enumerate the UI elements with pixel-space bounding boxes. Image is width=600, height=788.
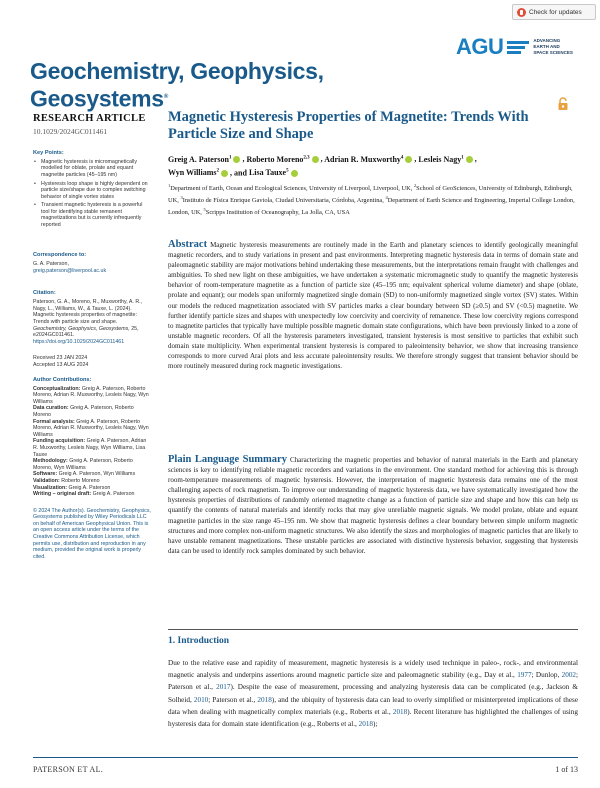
- reference-link[interactable]: 2017: [216, 683, 231, 692]
- reference-link[interactable]: 2018: [358, 720, 373, 729]
- orcid-icon[interactable]: [291, 170, 298, 177]
- footer-authors: PATERSON ET AL.: [33, 765, 104, 774]
- check-updates-label: Check for updates: [529, 8, 582, 16]
- pls-body: Characterizing the magnetic properties and behavior of natural materials in the Earth and planetary sciences is key to identifying reliable magnetic recorders and variations in the environment. One standard method for achieving this is through room-temperature measurements of magnetic hysteresis. However, the interpretation of magnetic hysteresis data remains one of the most challenging aspects of rock magnetism. To improve our understanding of magnetic hysteresis data, we have systematically investigated how the hysteresis properties of distributions of randomly oriented magnetite change as a function of particle size and shape and how this can help us quantify the contents of natural materials and identify rocks that may give unreliable magnetic signals. We model prolate, oblate and equant magnetite particles in the size range 45–195 nm. We show that magnetic hysteresis defines a clear boundary between simple uniform magnetic structures and more complex non-uniform magnetic structures. We also identify the sizes and morphologies of magnetic particles that are likely to have unstable remanent magnetizations. These unstable particles are associated with distinctive hysteresis behavior, suggesting that hysteresis data can be used to identify rock samples dominated by such behavior.: [168, 456, 579, 555]
- key-points-list: [33, 159, 151, 228]
- page-number: 1 of 13: [555, 765, 578, 774]
- license-text[interactable]: © 2024 The Author(s). Geochemistry, Geophysics, Geosystems published by Wiley Periodicals LLC on behalf of American Geophysical Union. This is an open access article under the terms of the Creative Commons Attribution License, which permits use, distribution and reproduction in any medium, provided the original work is properly cited.: [33, 507, 151, 560]
- reference-link[interactable]: 2018: [392, 707, 408, 716]
- key-point: • Hysteresis loop shape is highly dependent on particle size/shape due to complex switching behavior of single vortex states: [33, 181, 151, 200]
- article-title: Magnetic Hysteresis Properties of Magnetite: Trends With Particle Size and Shape: [168, 109, 529, 142]
- author: Adrian R. Muxworthy$^4$: [324, 154, 404, 164]
- contribution: Visualization: Greig A. Paterson: [33, 484, 111, 491]
- citation-text: Paterson, G. A., Moreno, R., Muxworthy, A. R., Nagy, L., Williams, W., & Tauxe, L. (2024). Magnetic hysteresis properties of magnetite: Trends with particle size and shape. Geochemistry, Geophysics, Geosystems, 25, e2024GC011461. https://doi.org/10.1029/2024GC011461: [33, 299, 143, 345]
- abstract-body: Magnetic hysteresis measurements are routinely made in the Earth and planetary sciences to identify geologically meaningful magnetic recorders, and to study variations in present and past environments. Interpreting magnetic hysteresis data in terms of domain state and paleomagnetic stability are major motivations behind undertaking these measurements, but the interpretations remain fraught with challenges and ambiguities. To shed new light on these ambiguities, we have undertaken a systematic micromagnetic study to quantify the magnetic hysteresis behavior of room-temperature magnetite as a function of particle size (45–195 nm; equivalent spherical volume diameter) and shape (oblate, prolate and equant); our models span uniformly magnetized single domain (SD) to non-uniformly magnetized single vortex (SV) states. Within our models the reduced magnetization associated with SV particles marks a clear boundary between SD (≥0.5) and SV (<0.5) magnetite. We further identify particle sizes and shapes with unexpectedly low coercivity and coercivity of remanence. These low coercivity regions correspond to magnetite particles that typically have multiple possible magnetic domain state configurations, which have been previously linked to a zone of unstable magnetic recorders. Of all the hysteresis parameters investigated, transient hysteresis is most sensitive to particles that exhibit such domain state multiplicity. When experimental transient hysteresis is compared to paleointensity behavior, we show that increasing transience corresponds to more curved Arai plots and less accurate paleointensity results. We therefore strongly suggest that transient behavior should be more routinely measured during rock magnetic investigations.: [168, 241, 578, 371]
- contribution: Validation: Roberto Moreno: [33, 477, 100, 484]
- contribution: Formal analysis: Greig A. Paterson, Roberto Moreno, Adrian R. Muxworthy, Lesleis Nagy, Wyn Williams: [33, 418, 149, 438]
- introduction-heading: 1. Introduction: [168, 636, 230, 646]
- article-type: RESEARCH ARTICLE: [33, 113, 146, 124]
- agu-bars-icon: [507, 41, 529, 54]
- orcid-icon[interactable]: [405, 156, 412, 163]
- pls-heading: Plain Language Summary: [168, 454, 287, 465]
- contribution: Software: Greig A. Paterson, Wyn Williams: [33, 471, 136, 478]
- plain-language-summary: [168, 455, 578, 556]
- contribution: Writing – original draft: Greig A. Paterson: [33, 491, 135, 498]
- correspondence-heading: Correspondence to:: [33, 252, 87, 259]
- key-point: • Transient magnetic hysteresis is a powerful tool for identifying stable remanent magnetizations but is currently infrequently reported: [33, 202, 151, 228]
- agu-mark: AGU: [456, 34, 504, 59]
- contributions-list: [33, 386, 151, 498]
- author: Greig A. Paterson$^1$: [168, 154, 232, 164]
- citation-doi-link[interactable]: https://doi.org/10.1029/2024GC011461: [33, 338, 125, 345]
- key-point: • Magnetic hysteresis is micromagnetically modelled for oblate, prolate and equant magnetite particles (45–195 nm): [33, 159, 151, 178]
- correspondence-email[interactable]: greig.paterson@liverpool.ac.uk: [33, 267, 107, 274]
- key-points-heading: Key Points:: [33, 150, 64, 156]
- contribution: Conceptualization: Greig A. Paterson, Roberto Moreno, Adrian R. Muxworthy, Lesleis Nagy, Wyn Williams: [33, 385, 149, 405]
- agu-tagline: ADVANCING EARTH AND SPACE SCIENCES: [533, 38, 573, 55]
- section-divider: [168, 629, 578, 630]
- contributions-heading: Author Contributions:: [33, 376, 92, 383]
- check-for-updates-button[interactable]: [512, 4, 596, 20]
- introduction-body: Due to the relative ease and rapidity of measurement, magnetic hysteresis is a widely used technique in paleo-, rock-, and environmental magnetic analysis and underpins assertions around magnetic particle size and paleomagnetic stability (e.g., Day et al., 1977; Dunlop, 2002; Paterson et al., 2017). Despite the ease of measurement, processing and analyzing hysteresis data can be complicated (e.g., Jackson & Solheid, 2010; Paterson et al., 2018), and the ubiquity of hysteresis data can lead to overly simplified or misinterpreted implications of these data when dealing with magnetically complex materials (e.g., Roberts et al., 2018). Recent literature has highlighted the challenges of using hysteresis data for domain state identification (e.g., Roberts et al., 2018);: [168, 659, 579, 729]
- abstract-heading: Abstract: [168, 239, 208, 250]
- reference-link[interactable]: 1977: [517, 671, 532, 680]
- orcid-icon[interactable]: [221, 170, 228, 177]
- orcid-icon[interactable]: [312, 156, 319, 163]
- journal-title: Geochemistry, Geophysics, Geosystems®: [30, 58, 324, 112]
- contribution: Funding acquisition: Greig A. Paterson, Adrian R. Muxworthy, Lesleis Nagy, Wyn Williams, Lisa Tauxe: [33, 438, 147, 458]
- abstract: [168, 240, 578, 371]
- correspondence-info: G. A. Paterson, greig.paterson@liverpool.ac.uk: [33, 261, 151, 274]
- author-list: Greig A. Paterson$^1$ , Roberto Moreno$^{2,3}$ , Adrian R. Muxworthy$^4$ , Lesleis Nagy$^1$ , Wyn Williams$^2$ , and Lisa Tauxe$^5$: [168, 154, 477, 178]
- contribution: Data curation: Greig A. Paterson, Roberto Moreno: [33, 405, 134, 418]
- footer-divider: [33, 757, 578, 758]
- author: Lesleis Nagy$^1$: [418, 154, 464, 164]
- sidebar: [33, 113, 151, 560]
- article-doi[interactable]: 10.1029/2024GC011461: [33, 127, 108, 136]
- reference-link[interactable]: 2010: [193, 695, 209, 704]
- dates: Received 23 JAN 2024 Accepted 13 AUG 2024: [33, 355, 89, 368]
- citation-heading: Citation:: [33, 290, 56, 297]
- orcid-icon[interactable]: [466, 156, 473, 163]
- reference-link[interactable]: 2018: [257, 695, 272, 704]
- affiliations: $^1$Department of Earth, Ocean and Ecological Sciences, University of Liverpool, Liverpool, UK, $^2$School of GeoSciences, University of Edinburgh, Edinburgh, UK, $^3$Instituto de Física Enrique Gaviola, Ciudad Universitaria, Córdoba, Argentina, $^4$Department of Earth Science and Engineering, Imperial College London, London, UK, $^5$Scripps Institution of Oceanography, La Jolla, CA, USA: [168, 183, 575, 217]
- contribution: Methodology: Greig A. Paterson, Roberto Moreno, Wyn Williams: [33, 458, 133, 471]
- reference-link[interactable]: 2002: [561, 671, 576, 680]
- update-icon: [517, 8, 526, 17]
- author: Wyn Williams$^2$: [168, 168, 220, 178]
- orcid-icon[interactable]: [233, 156, 240, 163]
- author: Roberto Moreno$^{2,3}$: [246, 154, 310, 164]
- agu-logo: [456, 34, 573, 60]
- author: Lisa Tauxe$^5$: [248, 168, 289, 178]
